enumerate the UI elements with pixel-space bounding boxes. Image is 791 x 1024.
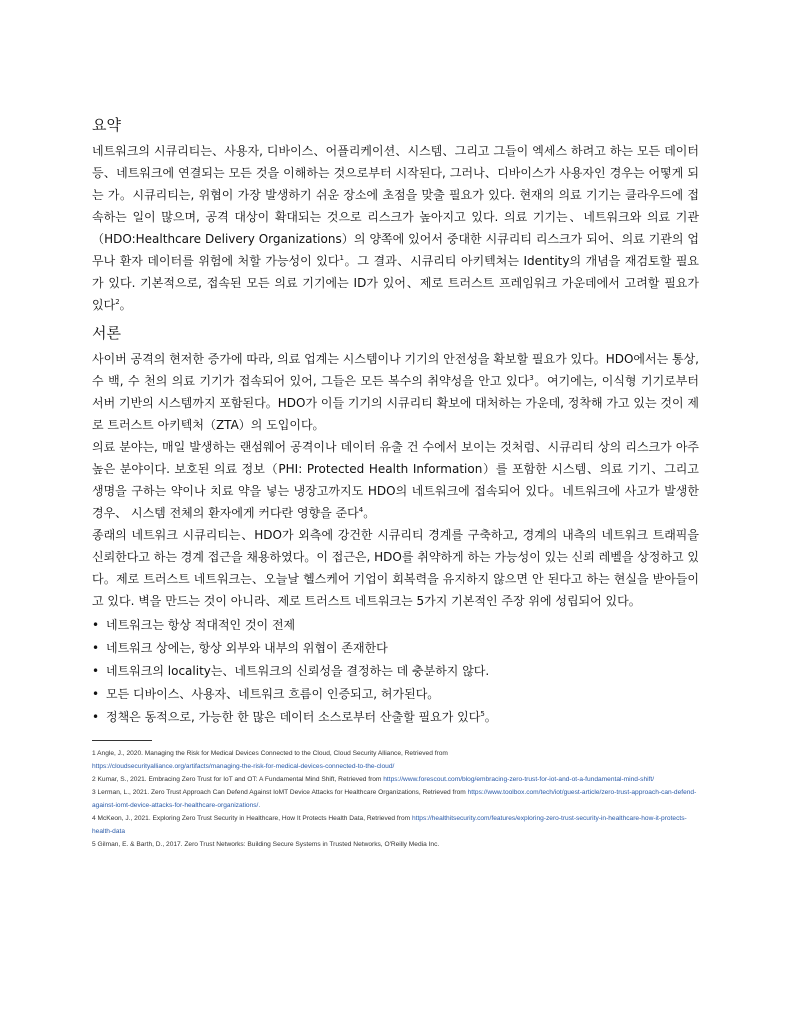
footnote-ref-1[interactable]: 1 bbox=[339, 254, 344, 262]
footnote-link[interactable]: https://www.forescout.com/blog/embracing-zero-trust-for-iot-and-ot-a-fundamental-mind-shift/ bbox=[383, 776, 655, 783]
footnote-ref-4[interactable]: 4 bbox=[358, 506, 364, 514]
list-item: • 정책은 동적으로, 가능한 한 많은 데이터 소스로부터 산출할 필요가 있다$^5$。 bbox=[92, 706, 699, 729]
footnote-3: 3 Lerman, L., 2021. Zero Trust Approach Can Defend Against IoMT Device Attacks for Healthcare Organizations, Retrieved from https://www.toolbox.com/tech/iot/guest-article/zero-trust-approach-can-defend-against-iomt-device-attacks-for-healthcare-organizations/. bbox=[92, 789, 697, 809]
footnote-link[interactable]: https://cloudsecurityalliance.org/artifacts/managing-the-risk-for-medical-devices-connected-to-the-cloud/ bbox=[92, 763, 395, 770]
list-item: • 네트워크 상에는, 항상 외부와 내부의 위협이 존재한다 bbox=[92, 637, 699, 660]
footnote-divider bbox=[92, 740, 152, 741]
list-item: • 모든 디바이스、사용자、네트워크 흐름이 인증되고, 허가된다。 bbox=[92, 683, 699, 706]
summary-paragraph: 네트워크의 시큐리티는、사용자, 디바이스、어플리케이션、시스템、그리고 그들이 엑세스 하려고 하는 모든 데이터 등、네트워크에 연결되는 모든 것을 이해하는 것으로부터 시작된다, 그러나、디바이스가 사용자인 경우는 어떻게 되는 가。시큐리티는, 위협이 가장 발생하기 쉬운 장소에 초점을 맞출 필요가 있다. 현재의 의료 기기는 클라우드에 접속하는 일이 많으며, 공격 대상이 확대되는 것으로 리스크가 높아지고 있다. 의료 기기는、네트워크와 의료 기관（HDO:Healthcare Delivery Organizations）의 양쪽에 있어서 중대한 시큐리티 리스크가 되어、의료 기관의 업무나 환자 데이터를 위험에 처할 가능성이 있다$^1$。그 결과、시큐리티 아키텍쳐는 Identity의 개념을 재검토할 필요가 있다. 기본적으로, 접속된 모든 의료 기기에는 ID가 있어、제로 트러스트 프레임워크 가운데에서 고려할 필요가 있다$^2$。 bbox=[92, 144, 700, 312]
list-item: • 네트워크는 항상 적대적인 것이 전제 bbox=[92, 614, 699, 637]
document-page bbox=[92, 108, 699, 851]
summary-heading: 요약 bbox=[92, 116, 121, 134]
footnote-ref-3[interactable]: 3 bbox=[529, 374, 534, 382]
footnote-ref-2[interactable]: 2 bbox=[115, 298, 120, 306]
intro-paragraph-1: 사이버 공격의 현저한 증가에 따라, 의료 업계는 시스템이나 기기의 안전성을 확보할 필요가 있다。HDO에서는 통상, 수 백, 수 천의 의료 기기가 접속되어 있어, 그들은 모든 복수의 취약성을 안고 있다$^3$。여기에는, 이식형 기기로부터 서버 기반의 시스템까지 포함된다。HDO가 이들 기기의 시큐리티 확보에 대처하는 가운데, 정착해 가고 있는 것이 제로 트러스트 아키텍처（ZTA）의 도입이다。 bbox=[92, 352, 699, 432]
intro-paragraph-2: 의료 분야는, 매일 발생하는 랜섬웨어 공격이나 데이터 유출 건 수에서 보이는 것처럼、시큐리티 상의 리스크가 아주 높은 분야이다. 보호된 의료 정보（PHI: Protected Health Information）를 포함한 시스템、의료 기기、그리고 생명을 구하는 약이나 치료 약을 넣는 냉장고까지도 HDO의 네트워크에 접속되어 있다。네트워크에 사고가 발생한 경우、 시스템 전체의 환자에게 커다란 영향을 준다$^4$。 bbox=[92, 440, 699, 520]
footnote-link[interactable]: https://www.toolbox.com/tech/iot/guest-article/zero-trust-approach-can-defend-against-iomt-device-attacks-for-healthcare-organizations/. bbox=[92, 789, 697, 809]
footnote-5: 5 Gilman, E. & Barth, D., 2017. Zero Trust Networks: Building Secure Systems in Trusted Networks, O'Reilly Media Inc. bbox=[92, 841, 440, 848]
intro-paragraph-3: 종래의 네트워크 시큐리티는、HDO가 외측에 강건한 시큐리티 경계를 구축하고, 경계의 내측의 네트워크 트래픽을 신뢰한다고 하는 경계 접근을 채용하였다。이 접근은, HDO를 취약하게 하는 가능성이 있는 신뢰 레벨을 상정하고 있다。제로 트러스트 네트워크는、오늘날 헬스케어 기업이 회복력을 유지하지 않으면 안 된다고 하는 현실을 받아들이고 있다. 벽을 만드는 것이 아니라、제로 트러스트 네트워크는 5가지 기본적인 주장 위에 성립되어 있다。 bbox=[92, 528, 699, 608]
footnote-1: 1 Angle, J., 2020. Managing the Risk for Medical Devices Connected to the Cloud, Cloud Security Alliance, Retrieved from https://cloudsecurityalliance.org/artifacts/managing-the-risk-for-medical-devices-connected-to-the-cloud/ bbox=[92, 750, 448, 770]
principles-list bbox=[92, 614, 699, 729]
footnote-link[interactable]: https://healthitsecurity.com/features/exploring-zero-trust-security-in-healthcare-how-it-protects-health-data bbox=[92, 815, 687, 835]
footnote-ref-5[interactable]: 5 bbox=[480, 710, 485, 718]
footnote-2: 2 Kumar, S., 2021. Embracing Zero Trust for IoT and OT: A Fundamental Mind Shift, Retrieved from https://www.forescout.com/blog/embracing-zero-trust-for-iot-and-ot-a-fundamental-mind-shift/ bbox=[92, 776, 655, 783]
intro-heading: 서론 bbox=[92, 324, 121, 342]
list-item: • 네트워크의 locality는、네트워크의 신뢰성을 결정하는 데 충분하지 않다. bbox=[92, 660, 699, 683]
footnote-4: 4 McKeon, J., 2021. Exploring Zero Trust Security in Healthcare, How It Protects Health Data, Retrieved from https://healthitsecurity.com/features/exploring-zero-trust-security-in-healthcare-how-it-protects-health-data bbox=[92, 815, 687, 835]
